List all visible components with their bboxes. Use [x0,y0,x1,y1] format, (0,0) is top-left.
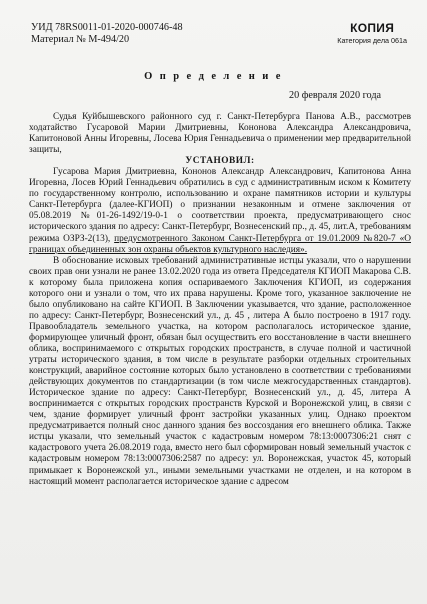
intro-paragraph: Судья Куйбышевского районного суд г. Санкт-Петербурга Панова А.В., рассмотрев ходатайство Гусаровой Марии Дмитриевны, Кононова Александра Александровича, Капитоновой Анны Игоревны, Лосева Юрия Геннадьевича о применении мер предварительной защиты, [29,112,411,156]
case-identifiers [31,22,183,46]
document-body [29,112,411,488]
established-heading: УСТАНОВИЛ: [185,156,255,167]
copy-label: КОПИЯ [350,21,395,35]
material-number: Материал № М-494/20 [31,34,130,45]
claim-underlined-text: предусмотренного Законом Санкт-Петербурга от 19.01.2009 №820-7 «О границах объединенных зон охраны объектов культурного наследия». [29,233,411,255]
claim-text: Гусарова Мария Дмитриевна, Кононов Александр Александрович, Капитонова Анна Игоревна, Лосев Юрий Геннадьевич обратились в суд с административным иском к Комитету по государственному контролю, использованию и охране памятников истории и культуры Санкт-Петербурга (далее-КГИОП) о признании незаконным и отмене заключения от 05.08.2019 №01-26-1492/19-0-1 о соответствии проекта, предусматривающего снос исторического здания по адресу: Санкт-Петербург, Вознесенский пр., д. 45, лит.А, требованиям режима ОЗРЗ-2(13), [29,167,411,244]
case-uid: УИД 78RS0011-01-2020-000746-48 [31,22,183,33]
document-title: О п р е д е л е н и е [144,71,283,82]
case-category: Категория дела 061а [337,36,407,45]
grounds-paragraph: В обоснование исковых требований административные истцы указали, что о нарушении своих прав они узнали не ранее 13.02.2020 года из ответа Председателя КГИОП Макарова С.В. к которому была приложена копия оспариваемого Заключения КГИОП, из содержания которого они и узнали о том, что их права нарушены. Кроме того, указанное заключение не было опубликовано на сайте КГИОП. В Заключении указывается, что здание, расположенное по адресу: Санкт-Петербург, Вознесенский ул., д. 45 , литера А было построено в 1917 году. Правообладатель земельного участка, на котором располагалось историческое здание, формирующее уличный фронт, обязан был осуществить его восстановление в части внешнего облика, воспринимаемого с открытых городских пространств, в случае полной и частичной утраты исторического здания, в том числе в результате разборки отдельных строительных конструкций, аварийное состояние которых было установлено в соответствии с требованиями действующих документов по стандартизации (в том числе межгосударственных стандартов). Историческое здание по адресу: Санкт-Петербург, Вознесенский ул., д. 45, литера А воспринимается с открытых городских пространств Курской и Воронежской улиц, в связи с чем, здание формирует уличный фронт застройки указанных улиц. Однако проектом предусматривается полный снос данного здания без воссоздания его внешнего облика. Также истцы указали, что земельный участок с кадастровым номером 78:13:0007306:21 снят с кадастрового учета 26.08.2019 года, вместо него был сформирован новый земельный участок с кадастровым номером 78:13:0007306:2587 по адресу: ул. Воронежская, участок 45, который примыкает к Воронежской ул., иными земельными участками не отделен, и на котором в настоящий момент располагается историческое здание с адресом [29,255,411,487]
claim-paragraph [29,167,411,255]
copy-stamp [337,21,407,45]
document-date: 20 февраля 2020 года [289,90,382,101]
